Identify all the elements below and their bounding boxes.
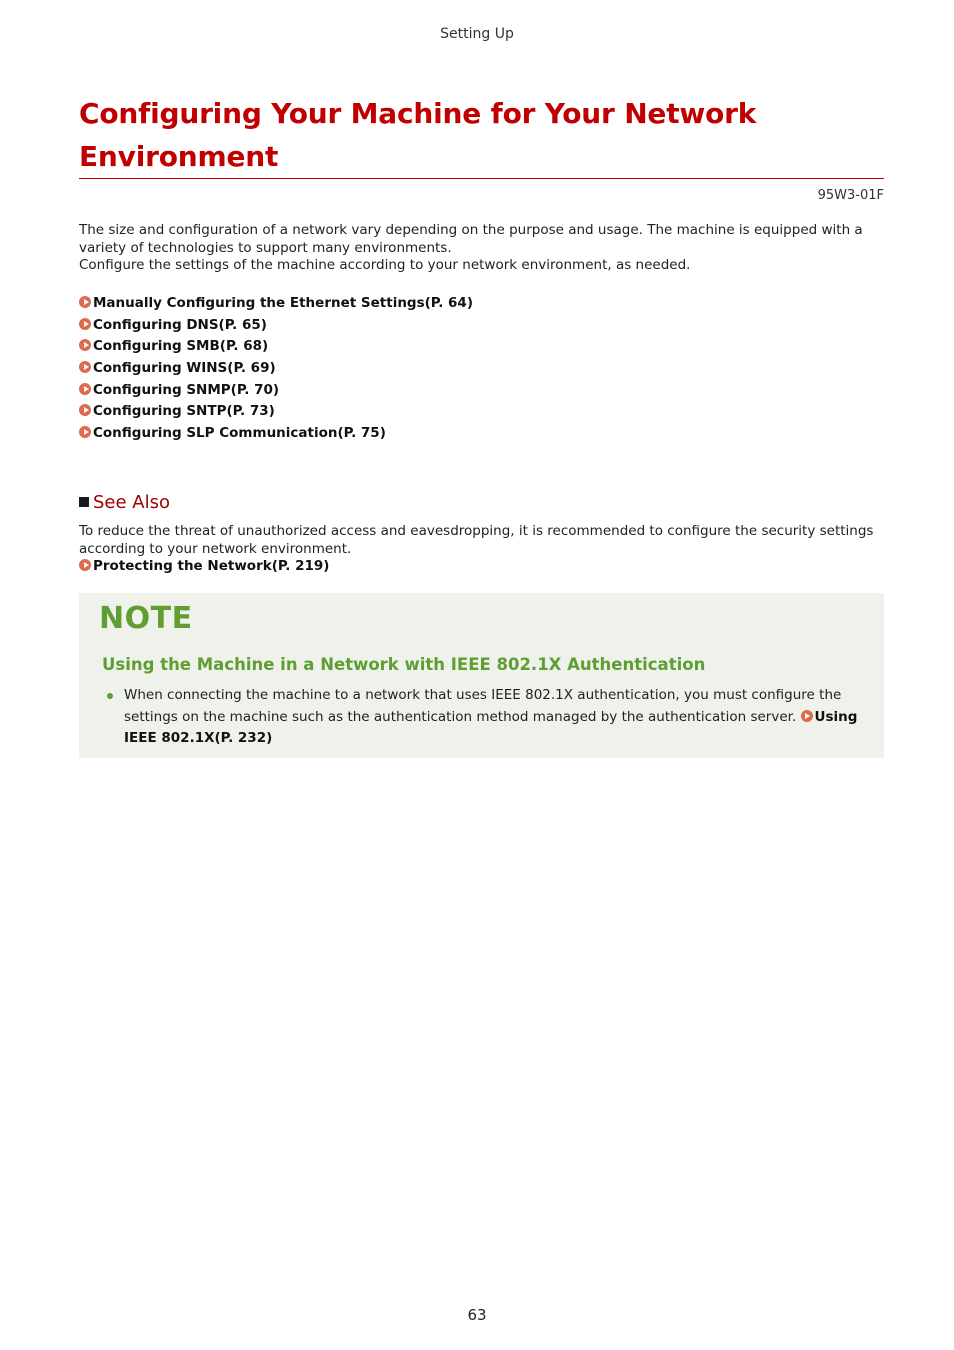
page-title: Configuring Your Machine for Your Network Environment [79,97,757,173]
bullet-dot-icon [107,693,113,699]
intro-paragraph-1: The size and configuration of a network vary depending on the purpose and usage. The machine is equipped with a variety of technologies to support many environments. [79,222,863,256]
note-box [79,593,884,758]
link-sntp[interactable] [79,401,879,423]
link-label: Using IEEE 802.1X(P. 232) [124,708,858,746]
arrow-circle-icon [79,559,91,571]
link-label: Configuring SNTP(P. 73) [93,403,275,420]
square-bullet-icon [79,497,89,507]
link-label: Configuring SLP Communication(P. 75) [93,425,386,442]
link-label: Configuring SNMP(P. 70) [93,381,280,398]
note-label: NOTE [99,601,193,636]
see-also-heading [79,492,170,513]
arrow-circle-icon [801,710,813,722]
intro-paragraph-2: Configure the settings of the machine according to your network environment, as needed. [79,257,691,273]
see-also-text: To reduce the threat of unauthorized access and eavesdropping, it is recommended to configure the security settings according to your network environment. [79,523,874,557]
title-divider [79,178,884,179]
note-bullet-item [124,685,859,750]
arrow-circle-icon [79,404,91,416]
related-links-list [79,293,879,445]
link-protecting-network[interactable] [79,558,884,576]
link-label: Configuring WINS(P. 69) [93,360,276,377]
link-wins[interactable] [79,358,879,380]
see-also-body [79,523,884,576]
arrow-circle-icon [79,426,91,438]
note-heading: Using the Machine in a Network with IEEE 802.1X Authentication [102,655,706,674]
link-label: Configuring DNS(P. 65) [93,316,267,333]
arrow-circle-icon [79,318,91,330]
link-snmp[interactable] [79,380,879,402]
arrow-circle-icon [79,339,91,351]
arrow-circle-icon [79,383,91,395]
link-label: Configuring SMB(P. 68) [93,338,269,355]
link-label: Protecting the Network(P. 219) [93,558,330,574]
running-header: Setting Up [440,26,514,42]
link-ethernet-settings[interactable] [79,293,879,315]
link-dns[interactable] [79,315,879,337]
note-bullet-text: When connecting the machine to a network that uses IEEE 802.1X authentication, you must configure the settings on the machine such as the authentication method managed by the authentication server. [124,687,842,725]
see-also-label: See Also [93,492,171,513]
arrow-circle-icon [79,296,91,308]
page-number: 63 [467,1306,487,1324]
link-label: Manually Configuring the Ethernet Settings(P. 64) [93,295,473,311]
document-id: 95W3-01F [817,188,884,203]
link-slp[interactable] [79,423,879,445]
arrow-circle-icon [79,361,91,373]
intro-text [79,222,879,275]
link-smb[interactable] [79,336,879,358]
